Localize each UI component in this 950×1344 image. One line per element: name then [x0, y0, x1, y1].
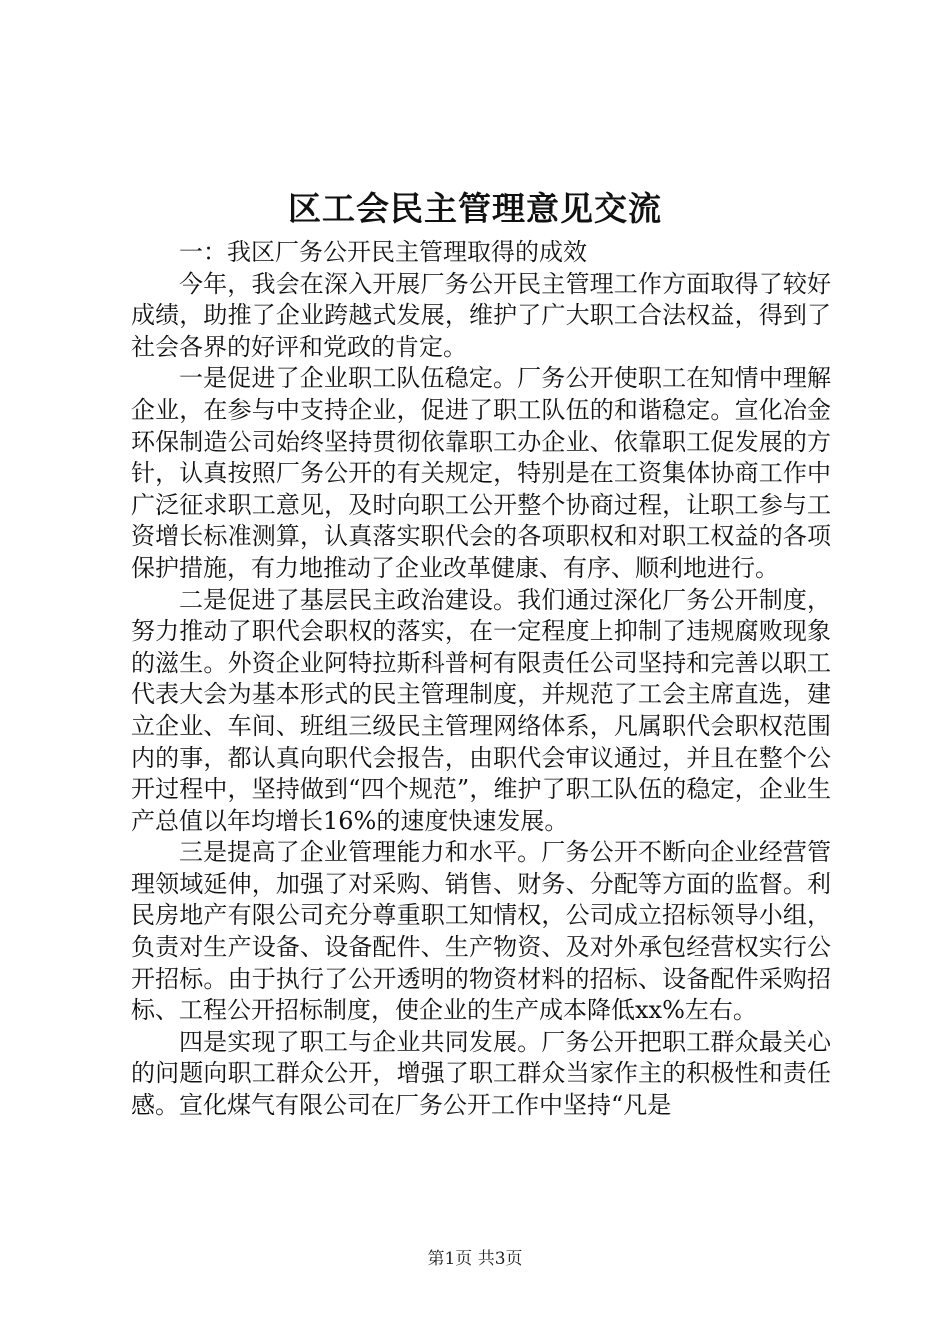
paragraph-point-three: 三是提高了企业管理能力和水平。厂务公开不断向企业经营管理领域延伸，加强了对采购、销售、财务、分配等方面的监督。利民房地产有限公司充分尊重职工知情权，公司成立招标领导小组，负责对生产设备、设备配件、生产物资、及对外承包经营权实行公开招标。由于执行了公开透明的物资材料的招标、设备配件采购招标、工程公开招标制度，使企业的生产成本降低xx%左右。	[131, 838, 831, 1025]
page-number-footer: 第1页 共3页	[427, 1249, 523, 1269]
paragraph-point-two: 二是促进了基层民主政治建设。我们通过深化厂务公开制度，努力推动了职代会职权的落实，在一定程度上抑制了违规腐败现象的滋生。外资企业阿特拉斯科普柯有限责任公司坚持和完善以职工代表大会为基本形式的民主管理制度，并规范了工会主席直选，建立企业、车间、班组三级民主管理网络体系，凡属职代会职权范围内的事，都认真向职代会报告，由职代会审议通过，并且在整个公开过程中，坚持做到“四个规范”，维护了职工队伍的稳定，企业生产总值以年均增长16%的速度快速发展。	[131, 585, 831, 835]
paragraph-intro: 今年，我会在深入开展厂务公开民主管理工作方面取得了较好成绩，助推了企业跨越式发展，维护了广大职工合法权益，得到了社会各界的好评和党政的肯定。	[131, 269, 831, 361]
document-title: 区工会民主管理意见交流	[288, 189, 662, 228]
section-heading: 一：我区厂务公开民主管理取得的成效	[179, 238, 587, 266]
paragraph-point-four: 四是实现了职工与企业共同发展。厂务公开把职工群众最关心的问题向职工群众公开，增强了职工群众当家作主的积极性和责任感。宣化煤气有限公司在厂务公开工作中坚持“凡是	[131, 1027, 831, 1120]
paragraph-point-one: 一是促进了企业职工队伍稳定。厂务公开使职工在知情中理解企业，在参与中支持企业，促进了职工队伍的和谐稳定。宣化冶金环保制造公司始终坚持贯彻依靠职工办企业、依靠职工促发展的方针，认真按照厂务公开的有关规定，特别是在工资集体协商工作中广泛征求职工意见，及时向职工公开整个协商过程，让职工参与工资增长标准测算，认真落实职代会的各项职权和对职工权益的各项保护措施，有力地推动了企业改革健康、有序、顺利地进行。	[131, 364, 831, 582]
document-body	[131, 237, 831, 1122]
